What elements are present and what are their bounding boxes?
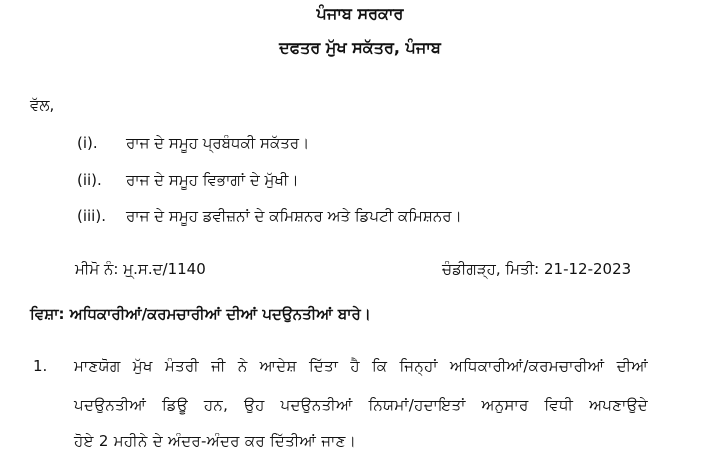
- subject-line: ਵਿਸ਼ਾ: ਅਧਿਕਾਰੀਆਂ/ਕਰਮਚਾਰੀਆਂ ਦੀਆਂ ਪਦਉਨਤੀਆਂ ਬਾਰੇ।: [30, 305, 371, 323]
- addressee-number-1: (i).: [77, 134, 98, 152]
- addressee-text-3: ਰਾਜ ਦੇ ਸਮੂਹ ਡਵੀਜ਼ਨਾਂ ਦੇ ਕਮਿਸ਼ਨਰ ਅਤੇ ਡਿਪਟੀ ਕਮਿਸ਼ਨਰ।: [126, 207, 462, 225]
- addressee-number-2: (ii).: [77, 171, 102, 189]
- paragraph-line-3: ਹੋਏ 2 ਮਹੀਨੇ ਦੇ ਅੰਦਰ-ਅੰਦਰ ਕਰ ਦਿੱਤੀਆਂ ਜਾਣ।: [74, 432, 357, 450]
- memo-number: ਮੀਮੋ ਨੰ: ਮੁ੍.ਸ.ਦ/1140: [75, 260, 206, 278]
- place-and-date: ਚੰਡੀਗੜ੍ਹ, ਮਿਤੀ: 21-12-2023: [442, 260, 632, 278]
- header-office-title: ਦਫਤਰ ਮੁੱਖ ਸਕੱਤਰ, ਪੰਜਾਬ: [279, 38, 441, 57]
- header-government-title: ਪੰਜਾਬ ਸਰਕਾਰ: [316, 4, 404, 23]
- addressee-text-1: ਰਾਜ ਦੇ ਸਮੂਹ ਪ੍ਰਬੰਧਕੀ ਸਕੱਤਰ।: [126, 134, 310, 152]
- paragraph-line-2: ਪਦਉਨਤੀਆਂ ਡਿਊ ਹਨ, ਉਹ ਪਦਉਨਤੀਆਂ ਨਿਯਮਾਂ/ਹਦਾਇਤਾਂ ਅਨੁਸਾਰ ਵਿਧੀ ਅਪਣਾਉਦੇ: [74, 396, 648, 414]
- paragraph-number: 1.: [33, 357, 48, 375]
- to-label: ਵੱਲ,: [30, 96, 55, 114]
- paragraph-line-1: ਮਾਣਯੋਗ ਮੁੱਖ ਮੰਤਰੀ ਜੀ ਨੇ ਆਦੇਸ਼ ਦਿੱਤਾ ਹੈ ਕਿ ਜਿਨ੍ਹਾਂ ਅਧਿਕਾਰੀਆਂ/ਕਰਮਚਾਰੀਆਂ ਦੀਆਂ: [74, 357, 648, 375]
- addressee-text-2: ਰਾਜ ਦੇ ਸਮੂਹ ਵਿਭਾਗਾਂ ਦੇ ਮੁੱਖੀ।: [126, 171, 299, 189]
- addressee-number-3: (iii).: [77, 207, 106, 225]
